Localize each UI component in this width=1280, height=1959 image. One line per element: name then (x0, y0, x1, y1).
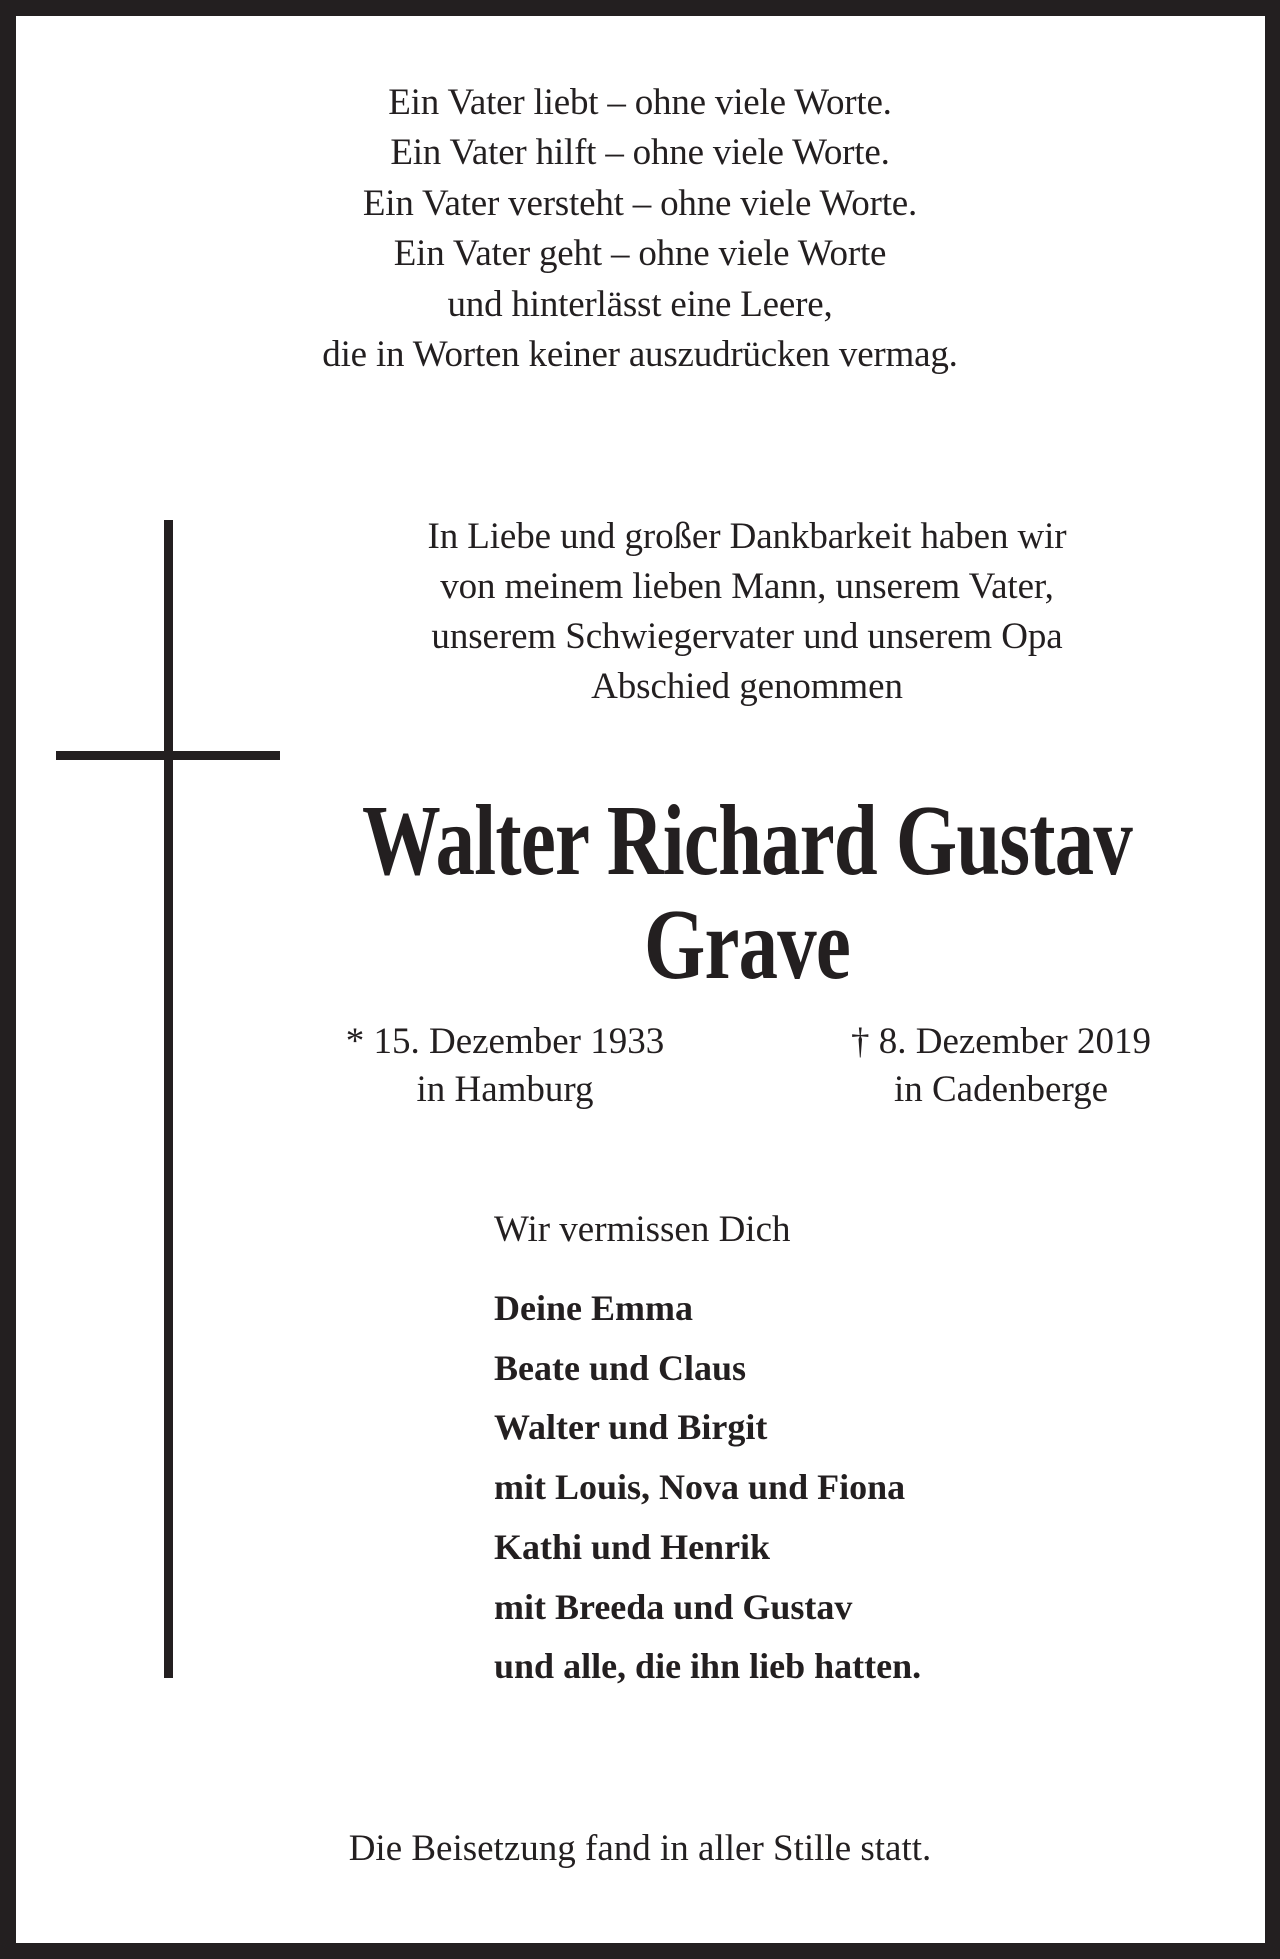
death-place: in Cadenberge (893, 1069, 1109, 1110)
birth-info (300, 1018, 710, 1114)
birth-place: in Hamburg (416, 1069, 594, 1110)
deceased-name (247, 784, 1247, 1000)
mourner-line: Deine Emma (494, 1288, 693, 1328)
poem-line: die in Worten keiner auszudrücken vermag. (322, 334, 958, 376)
mourner-line: mit Louis, Nova und Fiona (494, 1467, 906, 1508)
deceased-given-names: Walter Richard Gustav (362, 784, 1132, 896)
intro-line: Abschied genommen (591, 666, 903, 707)
poem-line: Ein Vater versteht – ohne viele Worte. (362, 182, 918, 224)
intro-line: unserem Schwiegervater und unserem Opa (431, 616, 1063, 657)
mourner-line: und alle, die ihn lieb hatten. (494, 1646, 922, 1687)
death-date: † 8. Dezember 2019 (850, 1021, 1151, 1062)
mourner-line: Beate und Claus (494, 1347, 747, 1388)
deceased-surname: Grave (643, 888, 851, 1000)
poem-line: und hinterlässt eine Leere, (447, 283, 833, 325)
funeral-note: Die Beisetzung fand in aller Stille statt. (348, 1828, 932, 1869)
cross-vertical-bar (164, 520, 173, 1678)
intro-line: In Liebe und großer Dankbarkeit haben wir (427, 516, 1067, 557)
mourners-list (494, 1279, 921, 1697)
cross-horizontal-bar (56, 751, 280, 760)
mourner-line: Kathi und Henrik (494, 1526, 771, 1567)
mourners-heading: Wir vermissen Dich (494, 1209, 791, 1250)
mourner-line: mit Breeda und Gustav (494, 1586, 853, 1627)
mourner-line: Walter und Birgit (494, 1407, 768, 1448)
intro-line: von meinem lieben Mann, unserem Vater, (440, 566, 1054, 607)
intro-text (297, 512, 1197, 712)
poem-line: Ein Vater hilft – ohne viele Worte. (390, 132, 890, 174)
poem-line: Ein Vater geht – ohne viele Worte (393, 233, 887, 275)
poem-line: Ein Vater liebt – ohne viele Worte. (388, 82, 892, 123)
birth-date: * 15. Dezember 1933 (345, 1021, 665, 1062)
poem-block (140, 78, 1140, 380)
death-info (806, 1018, 1196, 1114)
